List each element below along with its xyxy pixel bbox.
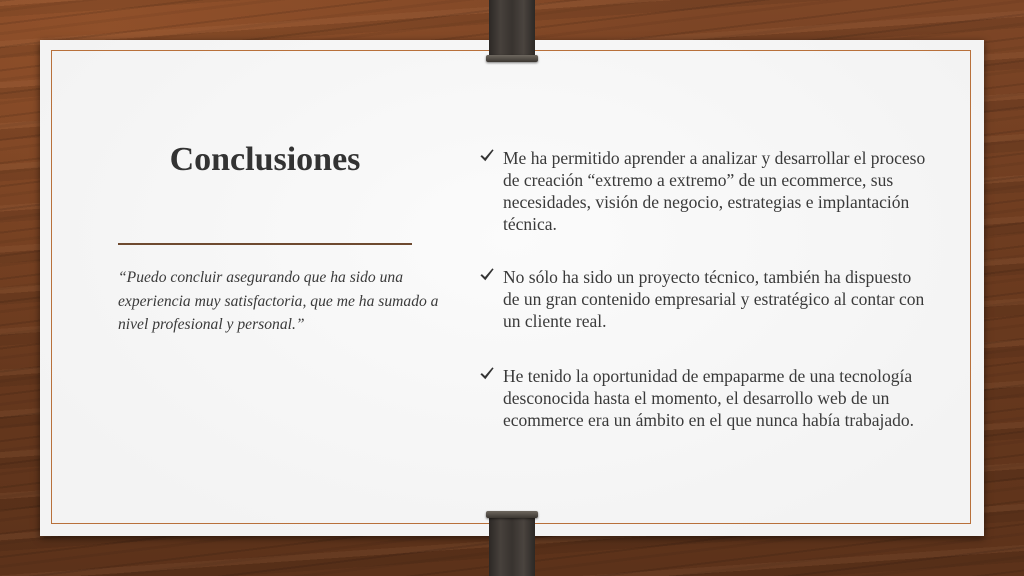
binder-clip-top xyxy=(486,0,538,62)
bullet-text xyxy=(503,147,925,235)
bullet-line: de un gran contenido empresarial y estratégico al contar con xyxy=(503,289,925,309)
clip-body xyxy=(489,0,535,57)
clip-body xyxy=(489,516,535,576)
bullet-line: un cliente real. xyxy=(503,311,607,331)
check-icon xyxy=(480,149,494,162)
bullet-line: necesidades, visión de negocio, estrategias e implantación xyxy=(503,192,910,212)
bullet-line: Me ha permitido aprender a analizar y desarrollar el proceso xyxy=(503,148,926,168)
binder-clip-bottom xyxy=(486,511,538,576)
check-icon xyxy=(480,268,494,281)
check-icon xyxy=(480,367,494,380)
bullet-line: desconocida hasta el momento, el desarrollo web de un xyxy=(503,388,890,408)
bullet-line: No sólo ha sido un proyecto técnico, también ha dispuesto xyxy=(503,267,912,287)
bullet-text xyxy=(503,365,914,431)
bullet-line: técnica. xyxy=(503,214,557,234)
quote-block xyxy=(118,266,438,337)
bullet-line: ecommerce era un ámbito en el que nunca había trabajado. xyxy=(503,410,915,430)
quote-line: nivel profesional y personal.” xyxy=(118,316,305,333)
quote-line: experiencia muy satisfactoria, que me ha sumado a xyxy=(118,292,439,310)
quote-line: “Puedo concluir asegurando que ha sido una xyxy=(118,269,403,286)
slide-card xyxy=(40,40,984,536)
bullet-text xyxy=(503,266,924,332)
title-divider xyxy=(118,243,412,245)
slide-title: Conclusiones xyxy=(169,141,361,178)
bullet-line: He tenido la oportunidad de empaparme de una tecnología xyxy=(503,366,913,386)
clip-lip xyxy=(486,55,538,62)
clip-lip xyxy=(486,511,538,518)
bullet-line: de creación “extremo a extremo” de un ecommerce, sus xyxy=(503,170,894,190)
